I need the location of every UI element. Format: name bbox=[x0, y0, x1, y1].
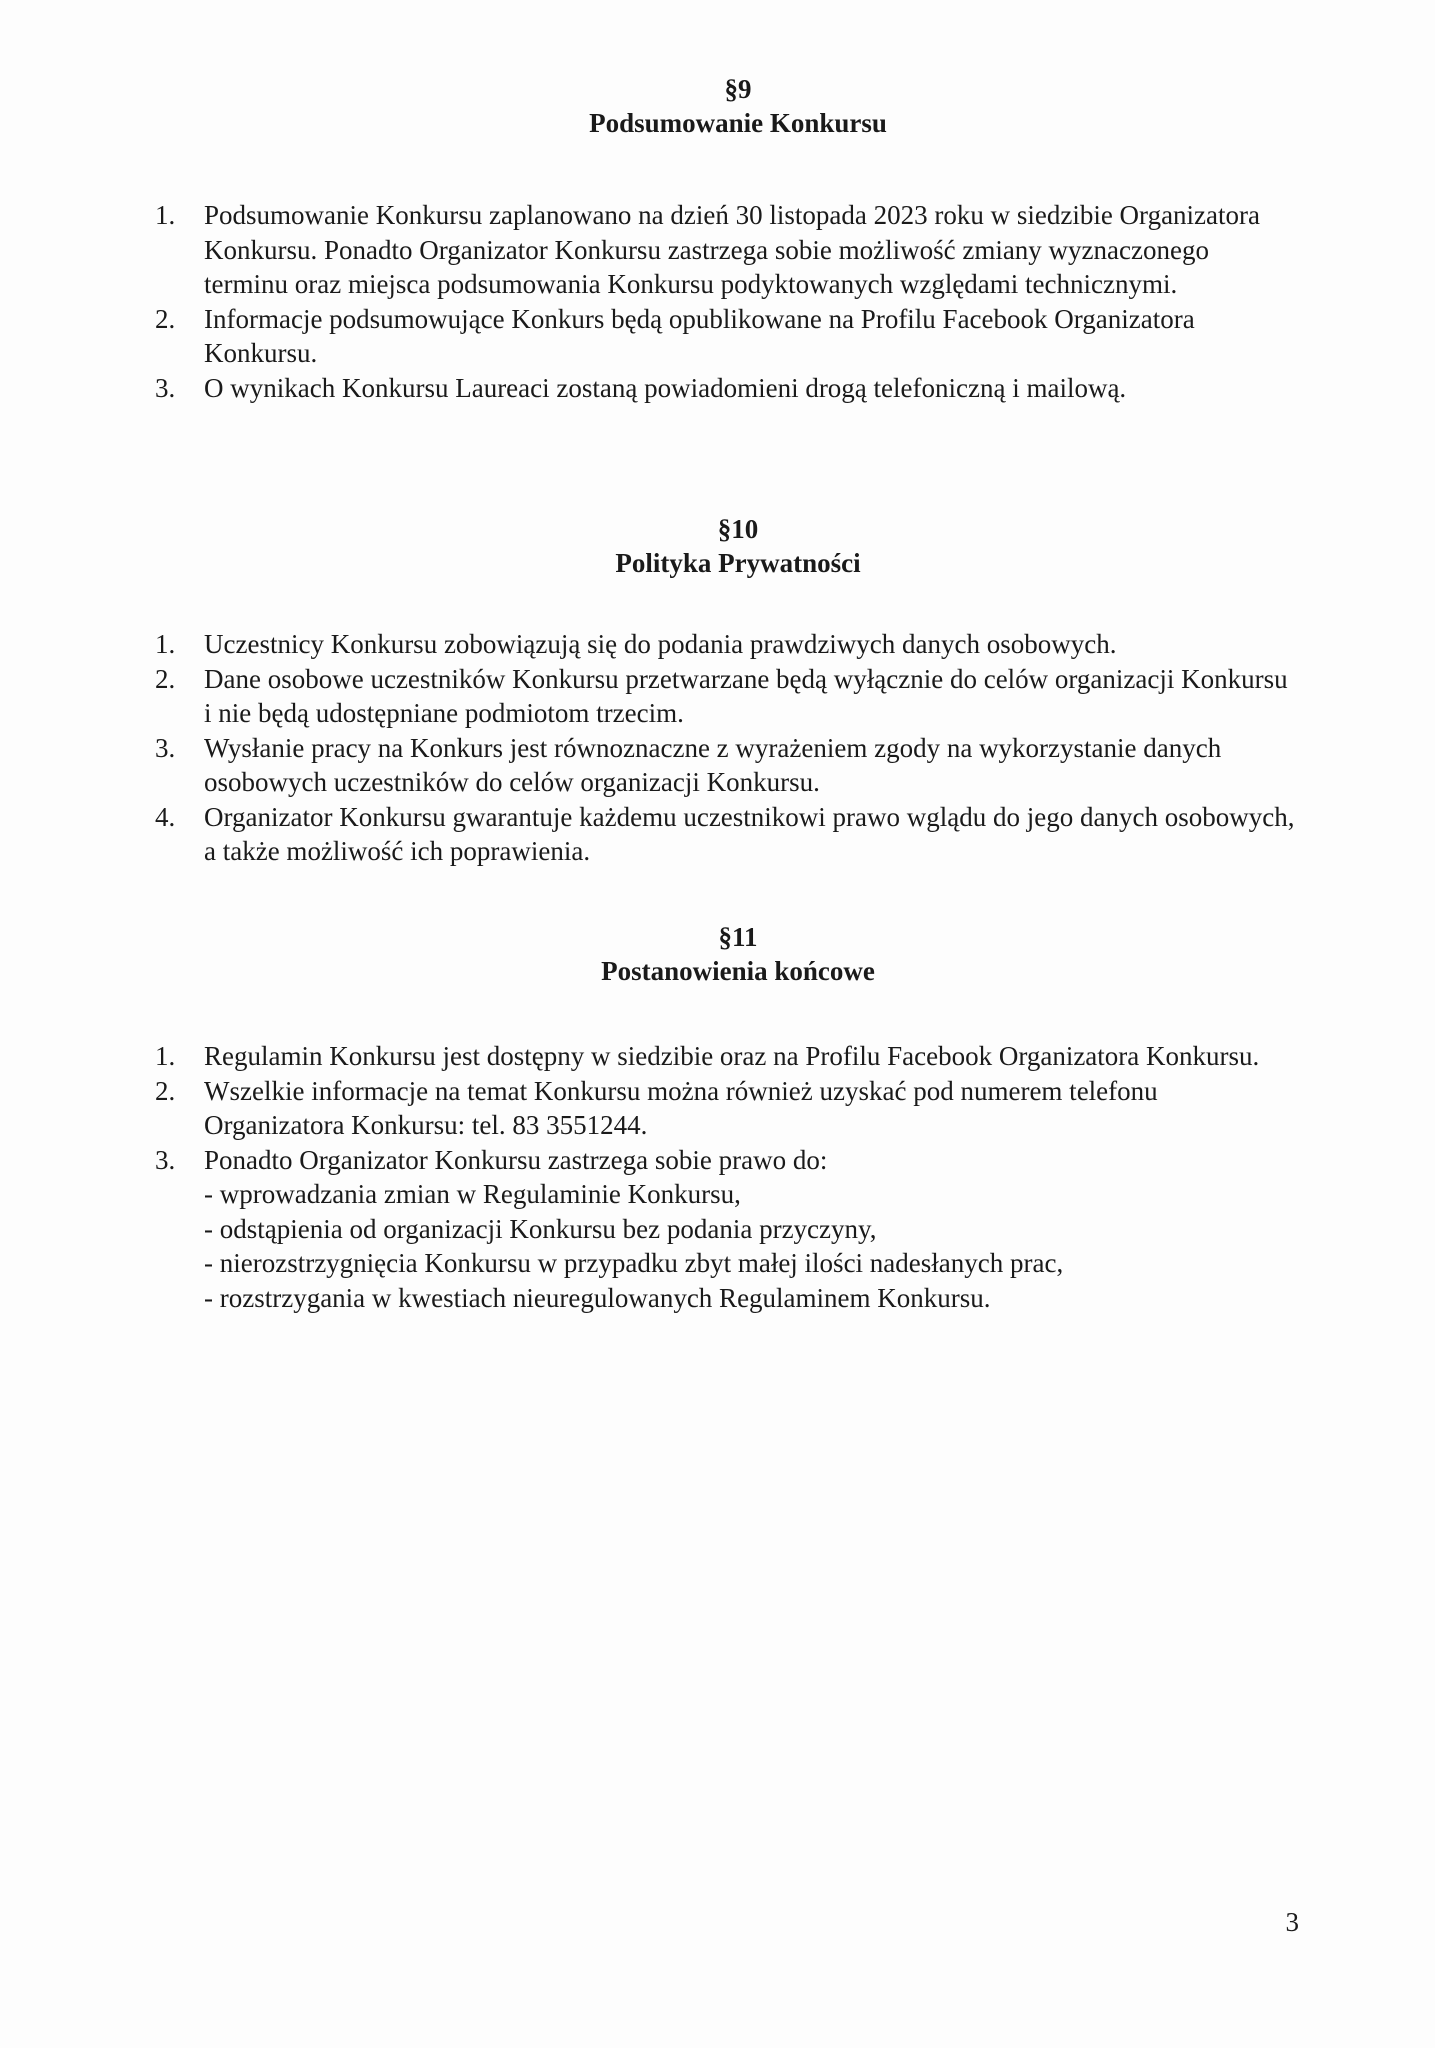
section-list bbox=[155, 198, 1295, 405]
sub-item: - rozstrzygania w kwestiach nieuregulowanych Regulaminem Konkursu. bbox=[204, 1282, 991, 1313]
item-number: 4. bbox=[155, 801, 176, 832]
item-number: 3. bbox=[155, 1144, 176, 1175]
list-item bbox=[155, 371, 1295, 406]
item-text: Podsumowanie Konkursu zaplanowano na dzień 30 listopada 2023 roku w siedzibie Organizatora Konkursu. Ponadto Organizator Konkursu zastrzega sobie możliwość zmiany wyznaczonego terminu oraz miejsca podsumowania Konkursu podyktowanych względami technicznymi. bbox=[204, 200, 1260, 299]
sub-item: - odstąpienia od organizacji Konkursu bez podania przyczyny, bbox=[204, 1213, 877, 1244]
section-title: Postanowienia końcowe bbox=[601, 956, 875, 986]
sub-item: - wprowadzania zmian w Regulaminie Konkursu, bbox=[204, 1179, 741, 1209]
list-item bbox=[155, 1143, 1295, 1316]
sub-item: - nierozstrzygnięcia Konkursu w przypadku zbyt małej ilości nadesłanych prac, bbox=[204, 1248, 1064, 1278]
item-number: 3. bbox=[155, 732, 176, 763]
item-number: 3. bbox=[155, 372, 176, 403]
item-number: 2. bbox=[155, 1075, 176, 1106]
page-number: 3 bbox=[1285, 1907, 1299, 1937]
item-number: 1. bbox=[155, 629, 176, 659]
item-number: 2. bbox=[155, 303, 176, 334]
list-item bbox=[155, 662, 1295, 731]
item-text: O wynikach Konkursu Laureaci zostaną powiadomieni drogą telefoniczną i mailową. bbox=[204, 372, 1127, 403]
section-number: §11 bbox=[718, 922, 758, 952]
item-number: 1. bbox=[155, 1041, 176, 1071]
section-list bbox=[155, 1039, 1295, 1315]
item-text: Dane osobowe uczestników Konkursu przetwarzane będą wyłącznie do celów organizacji Konkursu i nie będą udostępniane podmiotom trzecim. bbox=[204, 663, 1288, 728]
section-number: §9 bbox=[724, 74, 752, 104]
list-item bbox=[155, 1039, 1295, 1074]
list-item bbox=[155, 627, 1295, 662]
item-text: Uczestnicy Konkursu zobowiązują się do podania prawdziwych danych osobowych. bbox=[204, 629, 1117, 659]
list-item bbox=[155, 302, 1295, 371]
section-11 bbox=[155, 920, 1295, 1315]
item-number: 1. bbox=[155, 200, 176, 230]
item-number: 2. bbox=[155, 663, 176, 694]
section-list bbox=[155, 627, 1295, 869]
section-title: Podsumowanie Konkursu bbox=[589, 108, 887, 138]
item-text: Regulamin Konkursu jest dostępny w siedzibie oraz na Profilu Facebook Organizatora Konkursu. bbox=[204, 1041, 1260, 1071]
item-text: Organizator Konkursu gwarantuje każdemu uczestnikowi prawo wglądu do jego danych osobowych, a także możliwość ich poprawienia. bbox=[204, 801, 1295, 866]
section-number: §10 bbox=[717, 514, 759, 544]
list-item bbox=[155, 731, 1295, 800]
list-item bbox=[155, 198, 1295, 302]
item-text: Wysłanie pracy na Konkurs jest równoznaczne z wyrażeniem zgody na wykorzystanie danych osobowych uczestników do celów organizacji Konkursu. bbox=[204, 732, 1222, 797]
item-text: Ponadto Organizator Konkursu zastrzega sobie prawo do: bbox=[204, 1144, 828, 1175]
section-title: Polityka Prywatności bbox=[615, 548, 861, 578]
item-text: Wszelkie informacje na temat Konkursu można również uzyskać pod numerem telefonu Organizatora Konkursu: tel. 83 3551244. bbox=[204, 1075, 1158, 1140]
list-item bbox=[155, 1074, 1295, 1143]
section-9 bbox=[155, 72, 1295, 405]
item-text: Informacje podsumowujące Konkurs będą opublikowane na Profilu Facebook Organizatora Konkursu. bbox=[204, 303, 1195, 368]
list-item bbox=[155, 800, 1295, 869]
section-10 bbox=[155, 512, 1295, 869]
